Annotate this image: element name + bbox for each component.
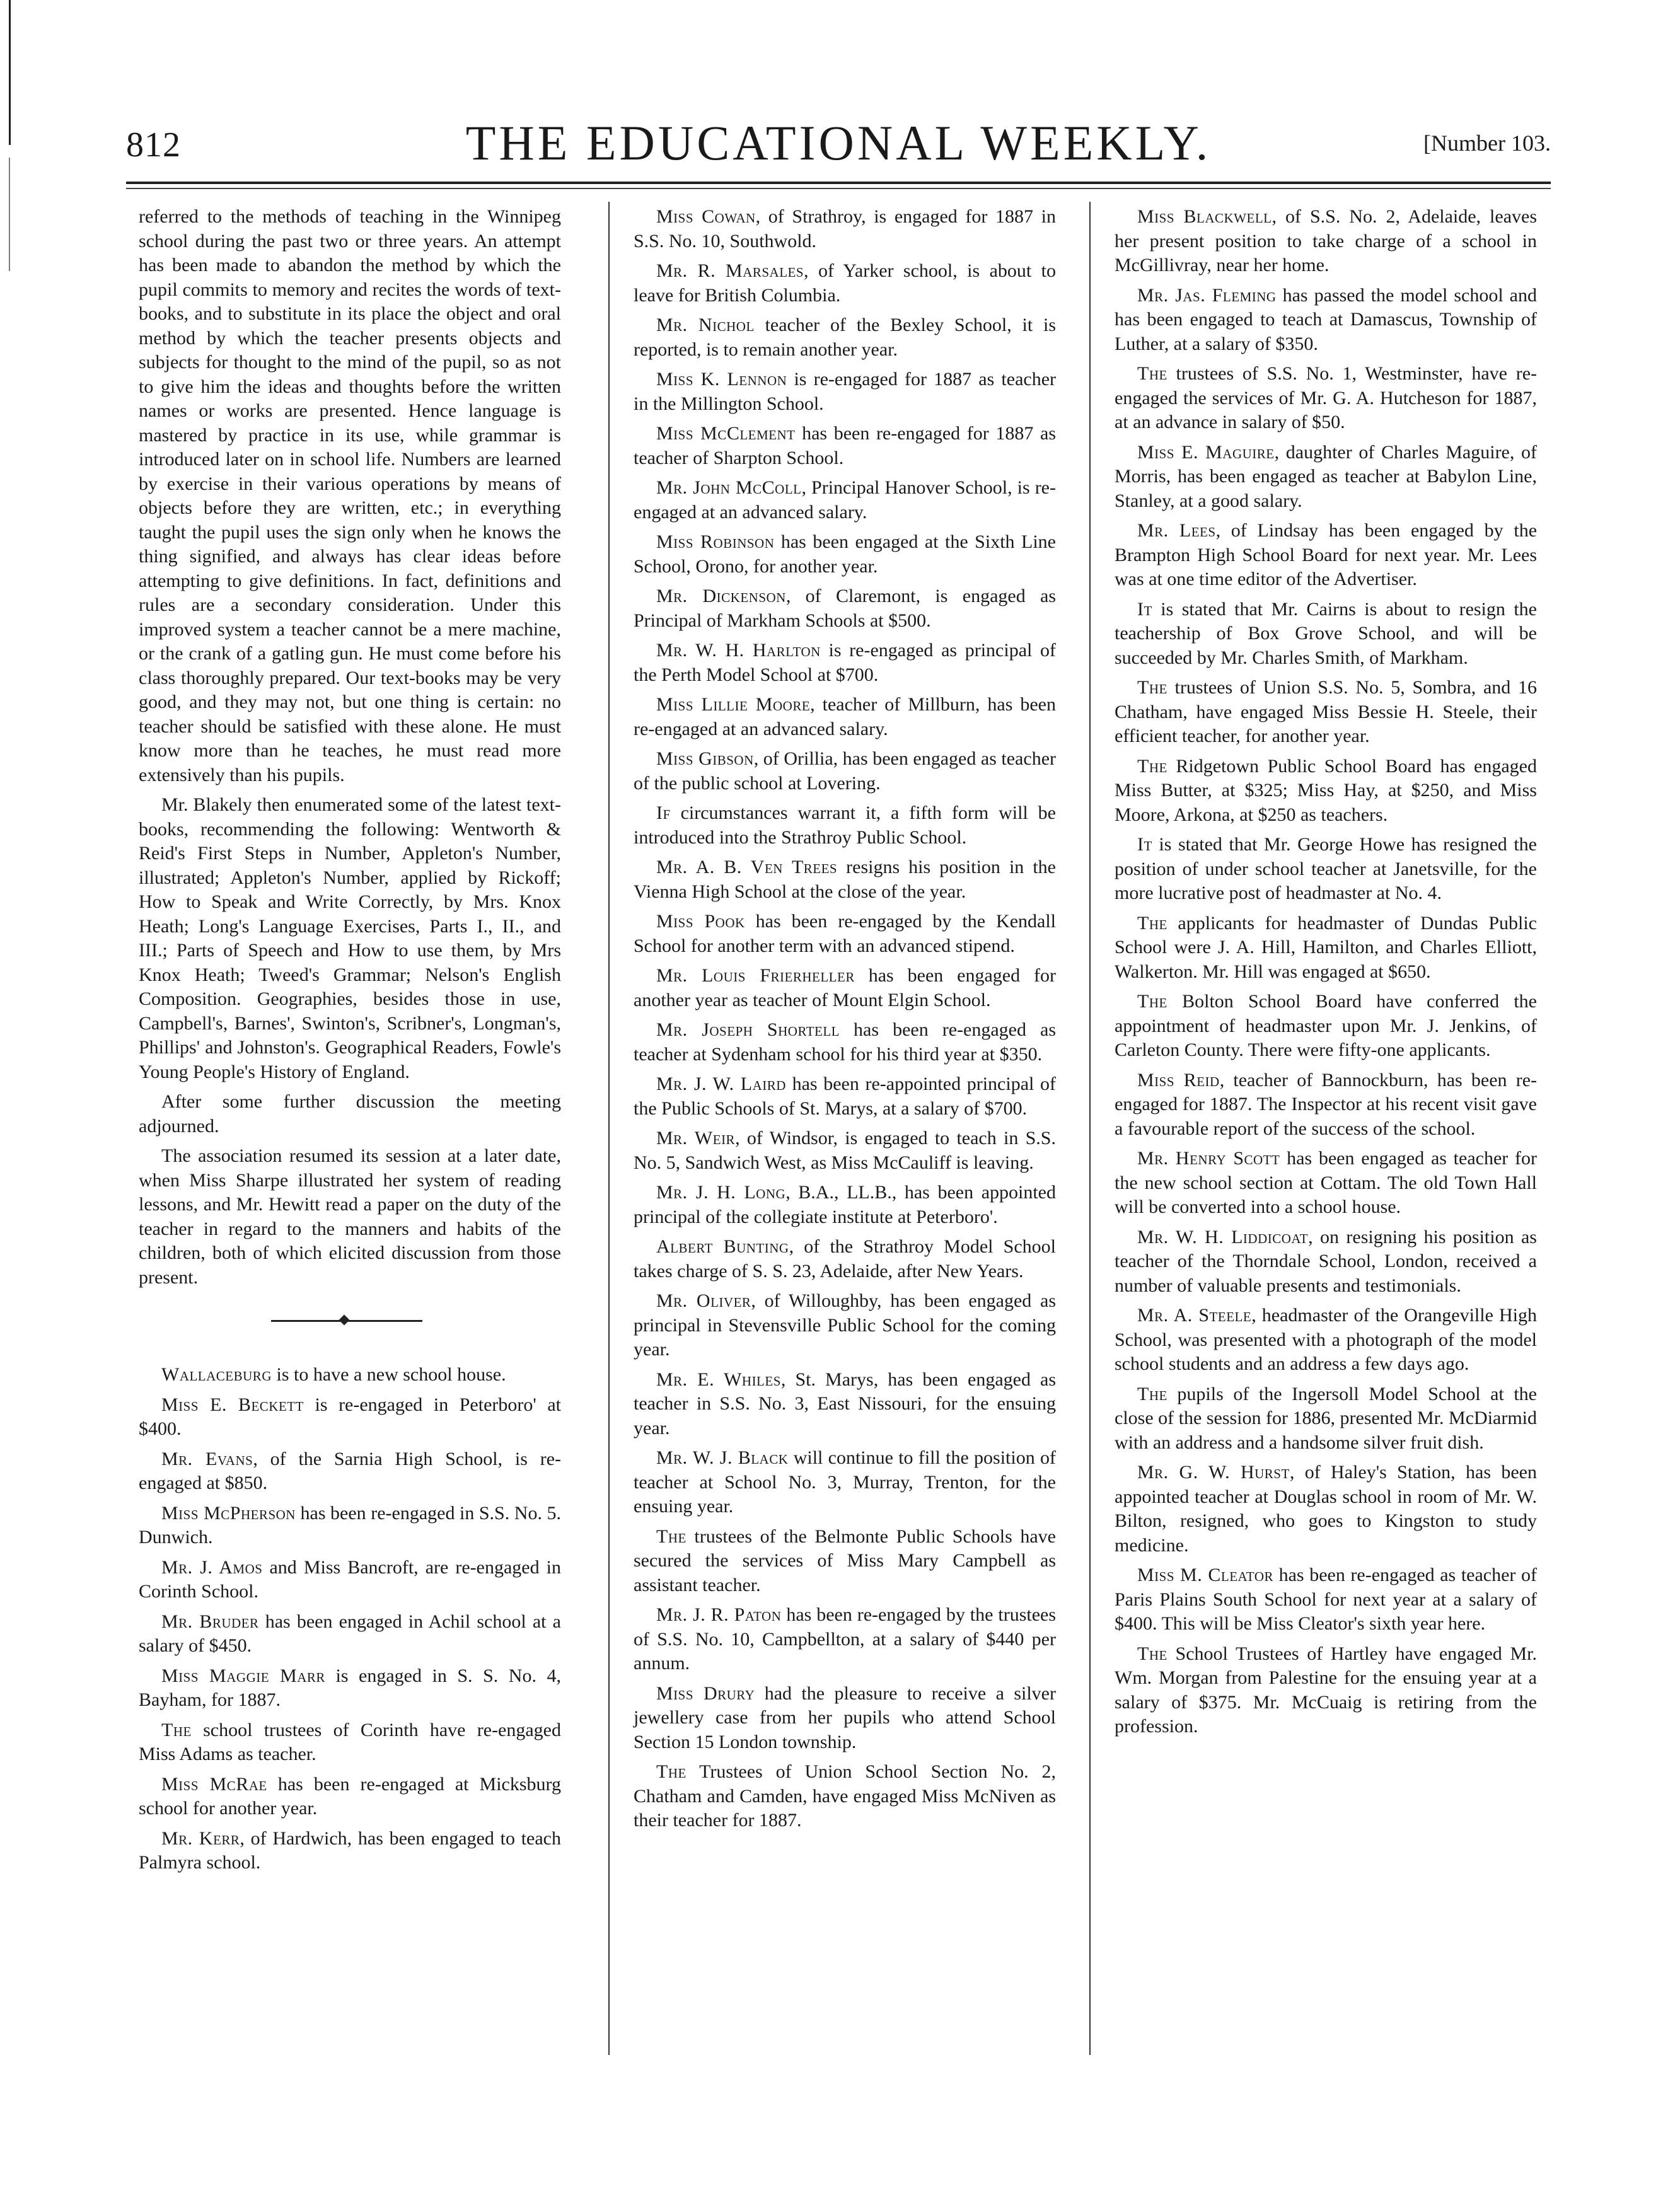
paragraph-text: is stated that Mr. Cairns is about to resign the teachership of Box Grove School, and will be succeeded by Mr. Charles Smith, of Markham. [1115,598,1537,668]
news-paragraph [1115,362,1537,435]
scan-edge-mark [9,158,10,271]
news-paragraph [634,1181,1056,1229]
paragraph-text: , teacher of Bannockburn, has been re-engaged for 1887. The Inspector at his recent visit gave a favourable report of the success of the school. [1115,1069,1537,1139]
paragraph-text: applicants for headmaster of Dundas Public School were J. A. Hill, Hamilton, and Charles Elliott, Walkerton. Mr. Hill was engaged at $650. [1115,912,1537,982]
paragraph-text: is stated that Mr. George Howe has resigned the position of under school teacher at Janetsville, for the more lucrative post of headmaster at No. 4. [1115,834,1537,903]
header-rule [126,182,1551,184]
paragraph-lead: Mr. G. W. Hurst [1137,1462,1290,1483]
paragraph-lead: The [1137,677,1167,698]
news-paragraph [1115,1642,1537,1739]
news-paragraph [139,205,561,787]
paragraph-text: pupils of the Ingersoll Model School at the close of the session for 1886, presented Mr. McDiarmid with an address and a handsome silver fruit dish. [1115,1383,1537,1453]
paragraph-text: Ridgetown Public School Board has engaged Miss Butter, at $325; Miss Hay, at $250, and Miss Moore, Arkona, at $250 as teachers. [1115,755,1537,825]
paragraph-lead: Mr. A. B. Ven Trees [656,857,838,877]
paragraph-lead: Mr. R. Marsales [656,260,804,281]
news-paragraph [139,1610,561,1658]
column-right [1115,205,1537,1745]
news-paragraph [1115,833,1537,906]
paragraph-text: is re-engaged in Peterboro' at $400. [139,1394,561,1439]
header-rule-thin [126,188,1551,189]
news-paragraph [1115,1147,1537,1220]
paragraph-lead: Miss Cowan [656,206,756,227]
paragraph-lead: Miss E. Beckett [161,1394,304,1415]
news-paragraph [634,422,1056,470]
paragraph-lead: Miss Drury [656,1682,755,1704]
paragraph-lead: The [656,1525,686,1547]
paragraph-text: , of Orillia, has been engaged as teacher of the public school at Lovering. [634,748,1056,794]
column-left [139,205,561,1881]
news-paragraph [634,476,1056,524]
paragraph-text: , of Willoughby, has been engaged as principal in Stevensville Public School for the coming year. [634,1290,1056,1360]
news-paragraph [139,1447,561,1496]
paragraph-text: has been re-engaged by the Kendall School for another term with an advanced stipend. [634,911,1056,956]
paragraph-lead: Miss McPherson [161,1502,296,1524]
news-paragraph [1115,1461,1537,1558]
paragraph-lead: The [1137,991,1167,1012]
news-paragraph [634,584,1056,633]
paragraph-lead: Miss Gibson [656,748,754,769]
news-paragraph [139,1556,561,1604]
paragraph-lead: Miss Reid [1137,1069,1220,1091]
paragraph-text: has been re-engaged as teacher at Sydenham school for his third year at $350. [634,1019,1056,1065]
news-paragraph [634,1126,1056,1175]
news-paragraph [1115,990,1537,1063]
paragraph-text: and Miss Bancroft, are re-engaged in Corinth School. [139,1556,561,1602]
news-paragraph [1115,676,1537,749]
column-divider [1089,202,1091,2055]
paragraph-text: , daughter of Charles Maguire, of Morris, has been engaged as teacher at Babylon Line, Stanley, at a good salary. [1115,441,1537,511]
paragraph-text: trustees of Union S.S. No. 5, Sombra, and 16 Chatham, have engaged Miss Bessie H. Steele, their efficient teacher, for another year. [1115,677,1537,746]
paragraph-lead: Mr. Henry Scott [1137,1148,1280,1169]
paragraph-text: , of the Sarnia High School, is re-engaged at $850. [139,1448,562,1493]
news-paragraph [634,1368,1056,1441]
news-paragraph [634,259,1056,308]
news-paragraph [1115,1382,1537,1456]
paragraph-lead: The [161,1719,192,1740]
paragraph-text: , B.A., LL.B., has been appointed principal of the collegiate institute at Peterboro'. [634,1182,1057,1227]
paragraph-lead: Mr. Kerr [161,1827,240,1849]
section-ornament [139,1304,561,1338]
paragraph-lead: Miss McRae [161,1773,267,1795]
paragraph-lead: Mr. J. R. Paton [656,1604,782,1625]
news-paragraph [634,1525,1056,1598]
page-header [126,107,1551,177]
news-paragraph [1115,1068,1537,1142]
news-paragraph [634,313,1056,362]
news-paragraph [634,530,1056,579]
page-number: 812 [126,125,181,165]
paragraph-text: , of Yarker school, is about to leave for British Columbia. [634,260,1056,306]
paragraph-lead: Miss K. Lennon [656,369,787,390]
paragraph-text: has passed the model school and has been engaged to teach at Damascus, Township of Luther, at a salary of $350. [1115,284,1537,354]
paragraph-text: has been engaged for another year as teacher of Mount Elgin School. [634,965,1056,1010]
paragraph-text: has been re-engaged by the trustees of S.S. No. 10, Campbellton, at a salary of $440 per annum. [634,1604,1057,1674]
news-paragraph [634,910,1056,958]
paragraph-lead: It [1137,598,1152,620]
news-paragraph [1115,205,1537,278]
paragraph-text: , of Haley's Station, has been appointed teacher at Douglas school in room of Mr. W. Bilton, resigned, who goes to Kingston to study medicine. [1115,1462,1538,1556]
paragraph-lead: Mr. Evans [161,1448,253,1469]
paragraph-lead: Mr. W. H. Liddicoat [1137,1226,1309,1247]
paragraph-lead: Miss Robinson [656,531,775,552]
paragraph-text: has been re-engaged in S.S. No. 5. Dunwich. [139,1502,561,1548]
news-paragraph [139,1827,561,1875]
paragraph-lead: Miss Maggie Marr [161,1665,325,1686]
news-paragraph [634,801,1056,850]
paragraph-text: circumstances warrant it, a fifth form will be introduced into the Strathroy Public School. [634,802,1056,848]
paragraph-text: After some further discussion the meeting adjourned. [139,1091,561,1137]
paragraph-text: , headmaster of the Orangeville High School, was presented with a photograph of the model school students and an address a few days ago. [1115,1305,1538,1374]
news-paragraph [634,1018,1056,1067]
paragraph-text: school trustees of Corinth have re-engaged Miss Adams as teacher. [139,1719,561,1764]
news-paragraph [1115,284,1537,357]
news-paragraph [139,1664,561,1713]
paragraph-lead: Miss Pook [656,911,745,932]
news-paragraph [634,1603,1056,1676]
paragraph-text: , of the Strathroy Model School takes charge of S. S. 23, Adelaide, after New Years. [634,1236,1056,1282]
news-paragraph [634,1235,1056,1283]
news-paragraph [634,1289,1056,1362]
paragraph-text: will continue to fill the position of teacher at School No. 3, Murray, Trenton, for the ensuing year. [634,1447,1056,1517]
news-paragraph [139,1090,561,1138]
paragraph-lead: The [1137,755,1167,777]
paragraph-lead: Mr. Oliver [656,1290,751,1311]
paragraph-lead: The [1137,1643,1167,1664]
paragraph-text: has been engaged in Achil school at a salary of $450. [139,1611,561,1656]
paragraph-text: has been re-engaged for 1887 as teacher of Sharpton School. [634,423,1056,468]
news-paragraph [139,1144,561,1290]
news-paragraph [139,1718,561,1767]
news-paragraph [634,1760,1056,1833]
paragraph-lead: Mr. J. W. Laird [656,1074,786,1094]
paragraph-text: teacher of the Bexley School, it is reported, is to remain another year. [634,315,1056,360]
paragraph-text: has been re-appointed principal of the Public Schools of St. Marys, at a salary of $700. [634,1074,1056,1119]
paragraph-lead: Mr. Joseph Shortell [656,1019,840,1040]
paragraph-text: , of Windsor, is engaged to teach in S.S. No. 5, Sandwich West, as Miss McCauliff is leaving. [634,1128,1056,1173]
paragraph-lead: The [1137,1383,1167,1404]
paragraph-text: Trustees of Union School Section No. 2, Chatham and Camden, have engaged Miss McNiven as their teacher for 1887. [634,1761,1056,1831]
paragraph-lead: It [1137,834,1152,855]
news-paragraph [634,1072,1056,1121]
paragraph-lead: Mr. W. J. Black [656,1447,789,1468]
news-paragraph [139,1502,561,1550]
paragraph-lead: Mr. Louis Frierheller [656,965,855,986]
paragraph-text: , teacher of Millburn, has been re-engaged at an advanced salary. [634,694,1056,739]
news-paragraph [139,1393,561,1442]
paragraph-lead: Miss McClement [656,423,796,444]
news-paragraph [634,639,1056,687]
paragraph-text: trustees of the Belmonte Public Schools have secured the services of Miss Mary Campbell as assistant teacher. [634,1525,1056,1595]
paragraph-lead: Albert Bunting [656,1236,789,1257]
paragraph-text: is re-engaged as principal of the Perth Model School at $700. [634,640,1056,685]
paragraph-lead: Wallaceburg [161,1364,272,1385]
paragraph-lead: Mr. J. H. Long [656,1182,786,1203]
news-paragraph [1115,755,1537,828]
paragraph-text: has been engaged at the Sixth Line School, Orono, for another year. [634,531,1056,577]
paragraph-text: Bolton School Board have conferred the appointment of headmaster upon Mr. J. Jenkins, of Carleton County. There were fifty-one applicants. [1115,991,1537,1060]
news-paragraph [634,693,1056,741]
paragraph-text: had the pleasure to receive a silver jewellery case from her pupils who attend School Section 15 London township. [634,1682,1056,1752]
paragraph-text: The association resumed its session at a later date, when Miss Sharpe illustrated her system of reading lessons, and Mr. Hewitt read a paper on the duty of the teacher in regard to the manners and habits of the children, both of which elicited discussion from those present. [139,1145,561,1288]
news-paragraph [1115,1304,1537,1377]
paragraph-lead: Mr. A. Steele [1137,1305,1252,1326]
paragraph-text: , of Strathroy, is engaged for 1887 in S.S. No. 10, Southwold. [634,206,1056,252]
paragraph-lead: Mr. Lees [1137,520,1216,541]
paragraph-text: , of Claremont, is engaged as Principal of Markham Schools at $500. [634,586,1057,631]
paragraph-lead: Mr. Nichol [656,315,755,335]
paragraph-lead: If [656,802,671,823]
paragraph-text: is engaged in S. S. No. 4, Bayham, for 1887. [139,1665,562,1710]
scan-edge-mark [9,0,11,145]
ornament-diamond [339,1315,350,1326]
news-paragraph [634,1682,1056,1755]
paragraph-text: referred to the methods of teaching in the Winnipeg school during the past two or three years. An attempt has been made to abandon the method by which the pupil commits to memory and recites the words of text-books, and to substitute in its place the object and oral method by which the teacher presents objects and subjects for thought to the mind of the pupil, so as not to give him the ideas and thoughts before the written names or works are presented. Hence language is mastered by practice in its use, while grammar is introduced later on in school life. Numbers are learned by exercise in their various operations by means of objects before they are written, etc.; in everything taught the pupil uses the sign only when he knows the thing signified, and always has clear ideas before attempting to give definitions. In fact, definitions and rules are a secondary consideration. Under this improved system a teacher cannot be a mere machine, or the crank of a gatling gun. He must come before his class thoroughly prepared. Our text-books may be very good, and they may not, but one thing is certain: no teacher should be satisfied with these alone. He must know more than he teaches, he must read more extensively than his pupils. [139,206,561,785]
paragraph-lead: Mr. E. Whiles [656,1369,781,1390]
paragraph-text: , St. Marys, has been engaged as teacher in S.S. No. 3, East Nissouri, for the ensuing year. [634,1369,1057,1438]
paragraph-lead: Mr. John McColl [656,477,802,498]
paragraph-lead: Miss Lillie Moore [656,694,811,715]
paragraph-text: , of Lindsay has been engaged by the Brampton High School Board for next year. Mr. Lees was at one time editor of the Advertiser. [1115,520,1538,589]
news-paragraph [1115,912,1537,985]
news-paragraph [634,368,1056,416]
paragraph-lead: Mr. J. Amos [161,1556,263,1578]
news-paragraph [634,205,1056,253]
news-paragraph [634,964,1056,1012]
paragraph-text: trustees of S.S. No. 1, Westminster, have re-engaged the services of Mr. G. A. Hutcheson for 1887, at an advance in salary of $50. [1115,363,1537,432]
paragraph-text: School Trustees of Hartley have engaged Mr. Wm. Morgan from Palestine for the ensuing year at a salary of $375. Mr. McCuaig is retiring from the profession. [1115,1643,1537,1737]
news-paragraph [634,855,1056,904]
news-paragraph [1115,519,1537,592]
news-paragraph [1115,598,1537,671]
paragraph-text: , of S.S. No. 2, Adelaide, leaves her present position to take charge of a school in McGillivray, near her home. [1115,206,1537,275]
column-middle [634,205,1056,1839]
paragraph-lead: Miss M. Cleator [1137,1565,1274,1585]
news-paragraph [634,1446,1056,1519]
paragraph-lead: Miss Blackwell [1137,206,1272,227]
news-paragraph [139,1773,561,1821]
paragraph-lead: Mr. Weir [656,1128,736,1149]
paragraph-lead: The [1137,912,1167,934]
paragraph-lead: Mr. Bruder [161,1611,259,1632]
issue-number: [Number 103. [1423,130,1551,156]
news-paragraph [634,747,1056,796]
paragraph-text: , on resigning his position as teacher of the Thorndale School, London, received a number of valuable presents and testimonials. [1115,1226,1537,1296]
news-paragraph [139,1363,561,1387]
paragraph-lead: Mr. Dickenson [656,586,786,606]
masthead-title: THE EDUCATIONAL WEEKLY. [465,115,1212,170]
paragraph-lead: The [1137,363,1167,384]
paragraph-text: resigns his position in the Vienna High School at the close of the year. [634,857,1056,902]
paragraph-text: has been engaged as teacher for the new school section at Cottam. The old Town Hall will be converted into a school house. [1115,1148,1537,1217]
paragraph-text: Mr. Blakely then enumerated some of the latest text-books, recommending the following: Wentworth & Reid's First Steps in Number, Appleton's Number, illustrated; Appleton's Number, applied by Rickoff; How to Speak and Write Correctly, by Mrs. Knox Heath; Long's Language Exercises, Parts I., II., and III.; Parts of Speech and How to use them, by Mrs Knox Heath; Tweed's Grammar; Nelson's English Composition. Geographies, besides those in use, Campbell's, Barnes', Swinton's, Scribner's, Longman's, Phillips' and Johnston's. Geographical Readers, Fowle's Young People's History of England. [139,794,561,1082]
paragraph-lead: Mr. W. H. Harlton [656,640,821,661]
paragraph-lead: The [656,1761,686,1782]
news-paragraph [139,793,561,1084]
paragraph-text: is re-engaged for 1887 as teacher in the Millington School. [634,369,1057,414]
paragraph-text: , Principal Hanover School, is re-engaged at an advanced salary. [634,477,1056,523]
paragraph-text: , of Hardwich, has been engaged to teach Palmyra school. [139,1827,561,1873]
paragraph-text: has been re-engaged as teacher of Paris Plains South School for next year at a salary of $400. This will be Miss Cleator's sixth year here. [1115,1565,1537,1634]
paragraph-lead: Mr. Jas. Fleming [1137,284,1277,306]
news-paragraph [1115,1563,1537,1636]
paragraph-lead: Miss E. Maguire [1137,441,1275,463]
paragraph-text: has been re-engaged at Micksburg school for another year. [139,1773,561,1819]
paragraph-text: is to have a new school house. [271,1364,506,1385]
news-paragraph [1115,1225,1537,1299]
column-divider [608,202,610,2055]
news-paragraph [1115,441,1537,514]
